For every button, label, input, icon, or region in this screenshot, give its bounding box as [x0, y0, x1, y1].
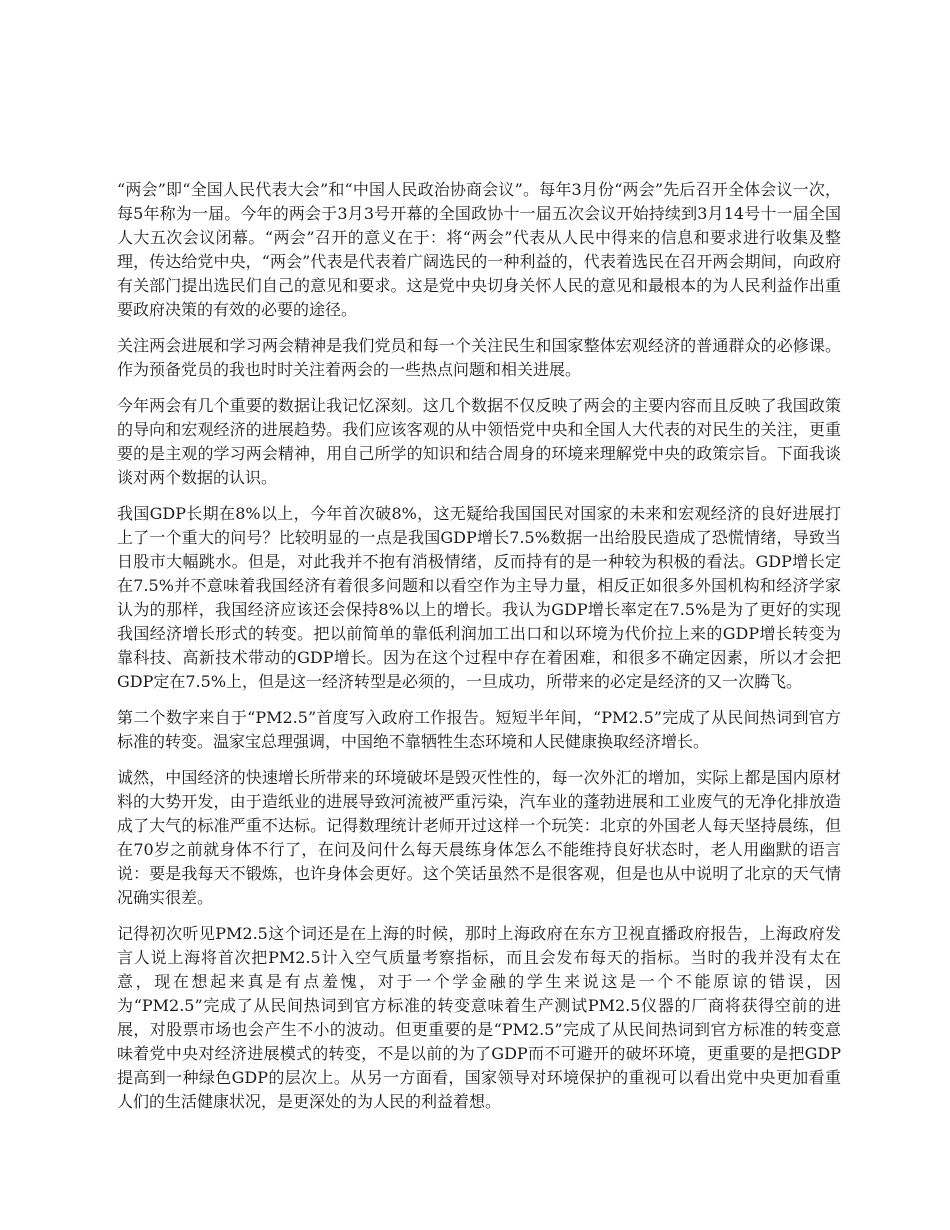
- paragraph-6: 诚然，中国经济的快速增长所带来的环境破坏是毁灭性性的，每一次外汇的增加，实际上都是国内原材料的大势开发，由于造纸业的进展导致河流被严重污染，汽车业的蓬勃进展和工业废气的无净化排放造成了大气的标准严重不达标。记得数理统计老师开过这样一个玩笑：北京的外国老人每天坚持晨练，但在70岁之前就身体不行了，在问及问什么每天晨练身体怎么不能维持良好状态时，老人用幽默的语言说：要是我每天不锻炼，也许身体会更好。这个笑话虽然不是很客观，但是也从中说明了北京的天气情况确实很差。: [117, 768, 841, 907]
- paragraph-5: 第二个数字来自于“PM2.5”首度写入政府工作报告。短短半年间，“PM2.5”完成了从民间热词到官方标准的转变。温家宝总理强调，中国绝不靠牺牲生态环境和人民健康换取经济增长。: [117, 708, 841, 751]
- paragraph-2: 关注两会进展和学习两会精神是我们党员和每一个关注民生和国家整体宏观经济的普通群众的必修课。作为预备党员的我也时时关注着两会的一些热点问题和相关进展。: [117, 336, 841, 379]
- paragraph-7: 记得初次听见PM2.5这个词还是在上海的时候，那时上海政府在东方卫视直播政府报告，上海政府发言人说上海将首次把PM2.5计入空气质量考察指标，而且会发布每天的指标。当时的我并没有太在意，现在想起来真是有点羞愧，对于一个学金融的学生来说这是一个不能原谅的错误，因为“PM2.5”完成了从民间热词到官方标准的转变意味着生产测试PM2.5仪器的厂商将获得空前的进展，对股票市场也会产生不小的波动。但更重要的是“PM2.5”完成了从民间热词到官方标准的转变意味着党中央对经济进展模式的转变，不是以前的为了GDP而不可避开的破坏环境，更重要的是把GDP提高到一种绿色GDP的层次上。从另一方面看，国家领导对环境保护的重视可以看出党中央更加看重人们的生活健康状况，是更深处的为人民的利益着想。: [117, 924, 841, 1111]
- paragraph-1: “两会”即“全国人民代表大会”和“中国人民政治协商会议”。每年3月份“两会”先后召开全体会议一次，每5年称为一届。今年的两会于3月3号开幕的全国政协十一届五次会议开始持续到3月14号十一届全国人大五次会议闭幕。“两会”召开的意义在于：将“两会”代表从人民中得来的信息和要求进行收集及整理，传达给党中央，“两会”代表是代表着广阔选民的一种利益的，代表着选民在召开两会期间，向政府有关部门提出选民们自己的意见和要求。这是党中央切身关怀人民的意见和最根本的为人民利益作出重要政府决策的有效的必要的途径。: [117, 180, 841, 319]
- paragraph-3: 今年两会有几个重要的数据让我记忆深刻。这几个数据不仅反映了两会的主要内容而且反映了我国政策的导向和宏观经济的进展趋势。我们应该客观的从中领悟党中央和全国人大代表的对民生的关注，更重要的是主观的学习两会精神，用自己所学的知识和结合周身的环境来理解党中央的政策宗旨。下面我谈谈对两个数据的认识。: [117, 396, 841, 487]
- document-body: [117, 178, 841, 1126]
- paragraph-4: 我国GDP长期在8%以上，今年首次破8%，这无疑给我国国民对国家的未来和宏观经济的良好进展打上了一个重大的问号？比较明显的一点是我国GDP增长7.5%数据一出给股民造成了恐慌情绪，导致当日股市大幅跳水。但是，对此我并不抱有消极情绪，反而持有的是一种较为积极的看法。GDP增长定在7.5%并不意味着我国经济有着很多问题和以看空作为主导力量，相反正如很多外国机构和经济学家认为的那样，我国经济应该还会保持8%以上的增长。我认为GDP增长率定在7.5%是为了更好的实现我国经济增长形式的转变。把以前简单的靠低利润加工出口和以环境为代价拉上来的GDP增长转变为靠科技、高新技术带动的GDP增长。因为在这个过程中存在着困难，和很多不确定因素，所以才会把GDP定在7.5%上，但是这一经济转型是必须的，一旦成功，所带来的必定是经济的又一次腾飞。: [117, 504, 841, 691]
